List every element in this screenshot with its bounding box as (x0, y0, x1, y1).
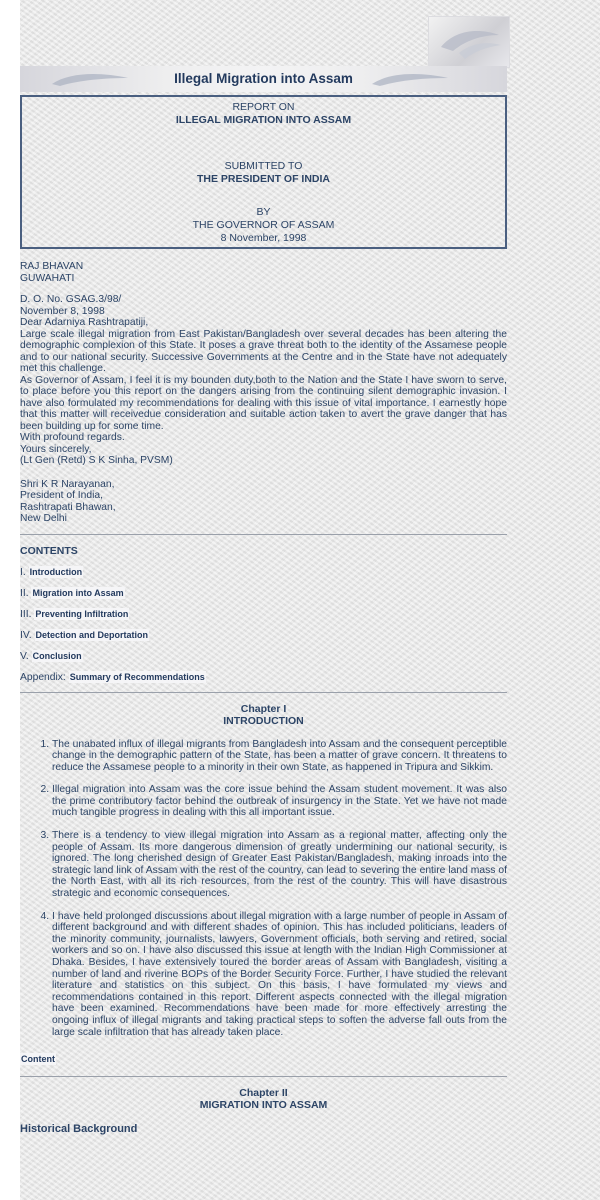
author-title: THE GOVERNOR OF ASSAM (192, 219, 335, 231)
toc-link-preventing[interactable]: Preventing Infiltration (35, 608, 129, 619)
toc-item-introduction (20, 566, 507, 578)
chapter-title: INTRODUCTION (223, 714, 304, 727)
list-item: 4. I have held prolonged discussions about illegal migration with a large number of people in Assam of different background and with different shades of opinion. This has included politicians, leaders of the minority community, journalists, lawyers, Government officials, both serving and retired, social workers and so on. I have also discussed this issue at length with the Indian High Commissioner at Dhaka. Besides, I have extensively toured the border areas of Assam with Bangladesh, visiting a number of land and riverine BOPs of the Border Security Force. Further, I have studied the relevant literature and statistics on this subject. On this basis, I have formulated my views and recommendations contained in this report. Different aspects connected with the illegal migration have been examined. Recommendations have been made for more effectively arresting the ongoing influx of illegal migrants and taking practical steps to soften the adverse fall outs from the large scale infiltration that has already taken place. (52, 911, 507, 1039)
closing: Yours sincerely, (20, 443, 92, 455)
toc-link-introduction[interactable]: Introduction (29, 566, 83, 577)
report-date: 8 November, 1998 (220, 232, 307, 244)
title-banner (20, 66, 507, 92)
report-page (20, 66, 507, 1135)
chapter-heading (20, 1087, 507, 1111)
letter-date: November 8, 1998 (20, 305, 105, 317)
contents-title: CONTENTS (20, 544, 78, 557)
toc-link-migration[interactable]: Migration into Assam (32, 587, 124, 598)
toc-prefix: V. (20, 650, 29, 662)
content-link[interactable]: Content (21, 1054, 55, 1065)
back-to-content (20, 1049, 507, 1067)
toc-link-appendix[interactable]: Summary of Recommendations (69, 671, 205, 682)
chapter-number: Chapter I (240, 702, 287, 715)
address-line: RAJ BHAVAN (20, 261, 84, 272)
address-line: GUWAHATI (20, 272, 75, 284)
section-heading: Historical Background (20, 1123, 138, 1136)
recipient-title: THE PRESIDENT OF INDIA (196, 173, 330, 185)
letter-paragraph: Large scale illegal migration from East Pakistan/Bangladesh over several decades has been altering the demographic complexion of this State. It poses a grave threat both to the identity of the Assamese people and to our national security. Successive Governments at the Centre and in the State have not adequately met this challenge. (20, 328, 507, 374)
chapter-2 (20, 1087, 507, 1135)
toc-item-migration (20, 587, 507, 599)
toc-prefix: II. (20, 587, 29, 599)
emblem-icon (429, 17, 509, 67)
recipient-line: Shri K R Narayanan, (20, 478, 115, 490)
toc-item-detection (20, 629, 507, 641)
report-subject: ILLEGAL MIGRATION INTO ASSAM (175, 114, 352, 126)
introduction-list (20, 739, 507, 1039)
letter-paragraph: As Governor of Assam, I feel it is my bounden duty,both to the Nation and the State I have sworn to serve, to place before you this report on the dangers arising from the continuing silent demographic invasion. I have also formulated my recommendations for dealing with this issue of vital importance. I earnestly hope that this matter will receivedue consideration and suitable action taken to avert the grave danger that has been building up for some time. (20, 374, 507, 432)
toc-item-conclusion (20, 650, 507, 662)
divider (20, 1076, 507, 1077)
toc-prefix: Appendix: (20, 671, 66, 683)
divider (20, 692, 507, 693)
list-item: 1. The unabated influx of illegal migrants from Bangladesh into Assam and the consequent perceptible change in the demographic pattern of the State, has been a matter of grave concern. It threatens to reduce the Assamese people to a minority in their own State, as happened in Tripura and Sikkim. (52, 739, 507, 774)
list-item: 2. Illegal migration into Assam was the core issue behind the Assam student movement. It was also the prime contributory factor behind the outbreak of insurgency in the State. Yet we have not made much tangible progress in dealing with this all important issue. (52, 784, 507, 819)
toc-link-detection[interactable]: Detection and Deportation (35, 629, 149, 640)
chapter-heading (20, 703, 507, 727)
recipient-address (20, 479, 507, 525)
letter-reference (20, 294, 507, 317)
toc-item-appendix (20, 671, 507, 683)
recipient-line: New Delhi (20, 513, 67, 524)
cover-letter (20, 261, 507, 525)
page-title: Illegal Migration into Assam (174, 71, 353, 86)
regards: With profound regards. (20, 432, 125, 443)
submitted-to-label: SUBMITTED TO (224, 160, 303, 172)
table-of-contents (20, 545, 507, 683)
chapter-number: Chapter II (239, 1087, 288, 1100)
sender-address (20, 261, 507, 284)
signatory: (Lt Gen (Retd) S K Sinha, PVSM) (20, 455, 173, 466)
emblem-image (428, 16, 510, 68)
chapter-title: MIGRATION INTO ASSAM (199, 1099, 328, 1112)
left-white-strip (0, 0, 20, 1200)
list-item: 3. There is a tendency to view illegal migration into Assam as a regional matter, affecting only the people of Assam. Its more dangerous dimension of greatly undermining our national security, is ignored. The long cherished design of Greater East Pakistan/Bangladesh, making inroads into the strategic land link of Assam with the rest of the country, can lead to severing the entire land mass of the North East, with all its rich resources, from the rest of the country. This will have disastrous strategic and economic consequences. (52, 830, 507, 900)
report-title-box (20, 95, 507, 249)
by-label: BY (256, 206, 271, 218)
toc-prefix: I. (20, 566, 26, 578)
toc-prefix: IV. (20, 629, 32, 641)
recipient-line: President of India, (20, 490, 103, 501)
chapter-1 (20, 703, 507, 1068)
toc-link-conclusion[interactable]: Conclusion (32, 650, 82, 661)
reference-number: D. O. No. GSAG.3/98/ (20, 294, 122, 305)
toc-prefix: III. (20, 608, 32, 620)
divider (20, 534, 507, 535)
recipient-line: Rashtrapati Bhawan, (20, 501, 116, 513)
report-on-label: REPORT ON (232, 101, 295, 113)
toc-item-preventing (20, 608, 507, 620)
salutation: Dear Adarniya Rashtrapatiji, (20, 317, 149, 328)
